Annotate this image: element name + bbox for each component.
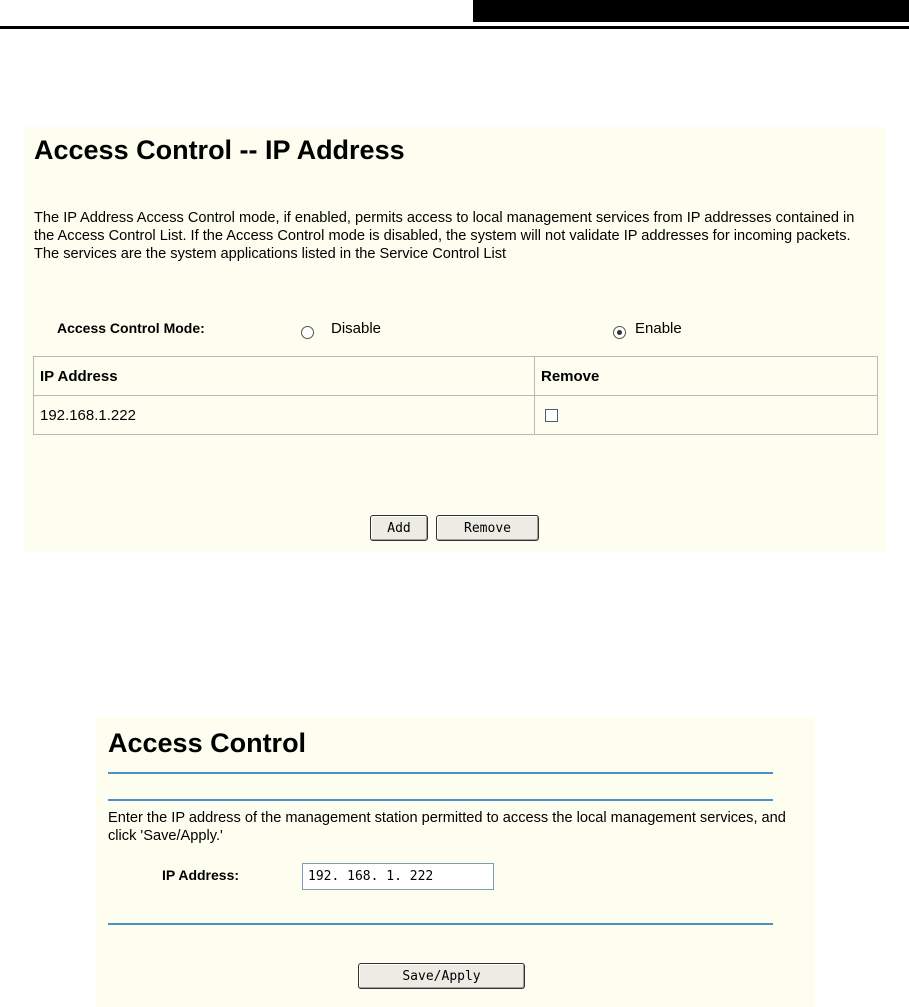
ip-address-column-header: IP Address: [34, 357, 535, 396]
top-divider: [108, 772, 773, 774]
section-divider: [108, 799, 773, 801]
description-text: Enter the IP address of the management station permitted to access the local management services, and click 'Save/Apply.': [108, 810, 786, 844]
ip-address-input[interactable]: [302, 863, 494, 890]
header-rule: [0, 26, 909, 29]
remove-cell: [535, 396, 878, 435]
page-title: Access Control: [108, 728, 307, 758]
enable-radio-label[interactable]: Enable: [635, 320, 682, 337]
save-apply-button[interactable]: Save/Apply: [358, 963, 525, 989]
access-control-list-table: [33, 356, 878, 435]
remove-checkbox[interactable]: [545, 409, 558, 422]
remove-column-header: Remove: [535, 357, 878, 396]
ip-address-cell: 192.168.1.222: [34, 396, 535, 435]
access-control-mode-label: Access Control Mode:: [57, 320, 205, 336]
disable-radio[interactable]: [301, 326, 314, 339]
header-black-bar: [473, 0, 909, 22]
ip-address-label: IP Address:: [162, 867, 240, 883]
bottom-divider: [108, 923, 773, 925]
page-title: Access Control -- IP Address: [34, 135, 405, 165]
add-button[interactable]: Add: [370, 515, 428, 541]
remove-button[interactable]: Remove: [436, 515, 539, 541]
radio-selected-dot: [617, 330, 622, 335]
table-row: [34, 396, 878, 435]
description-text: The IP Address Access Control mode, if enabled, permits access to local management services from IP addresses contained in the Access Control List. If the Access Control mode is disabled, the system will not validate IP addresses for incoming packets. The services are the system applications listed in the Service Control List: [34, 210, 855, 262]
access-control-add-panel: [96, 718, 815, 1007]
access-control-ip-panel: [24, 127, 885, 552]
table-header-row: [34, 357, 878, 396]
enable-radio[interactable]: [613, 326, 626, 339]
disable-radio-label[interactable]: Disable: [331, 320, 382, 337]
